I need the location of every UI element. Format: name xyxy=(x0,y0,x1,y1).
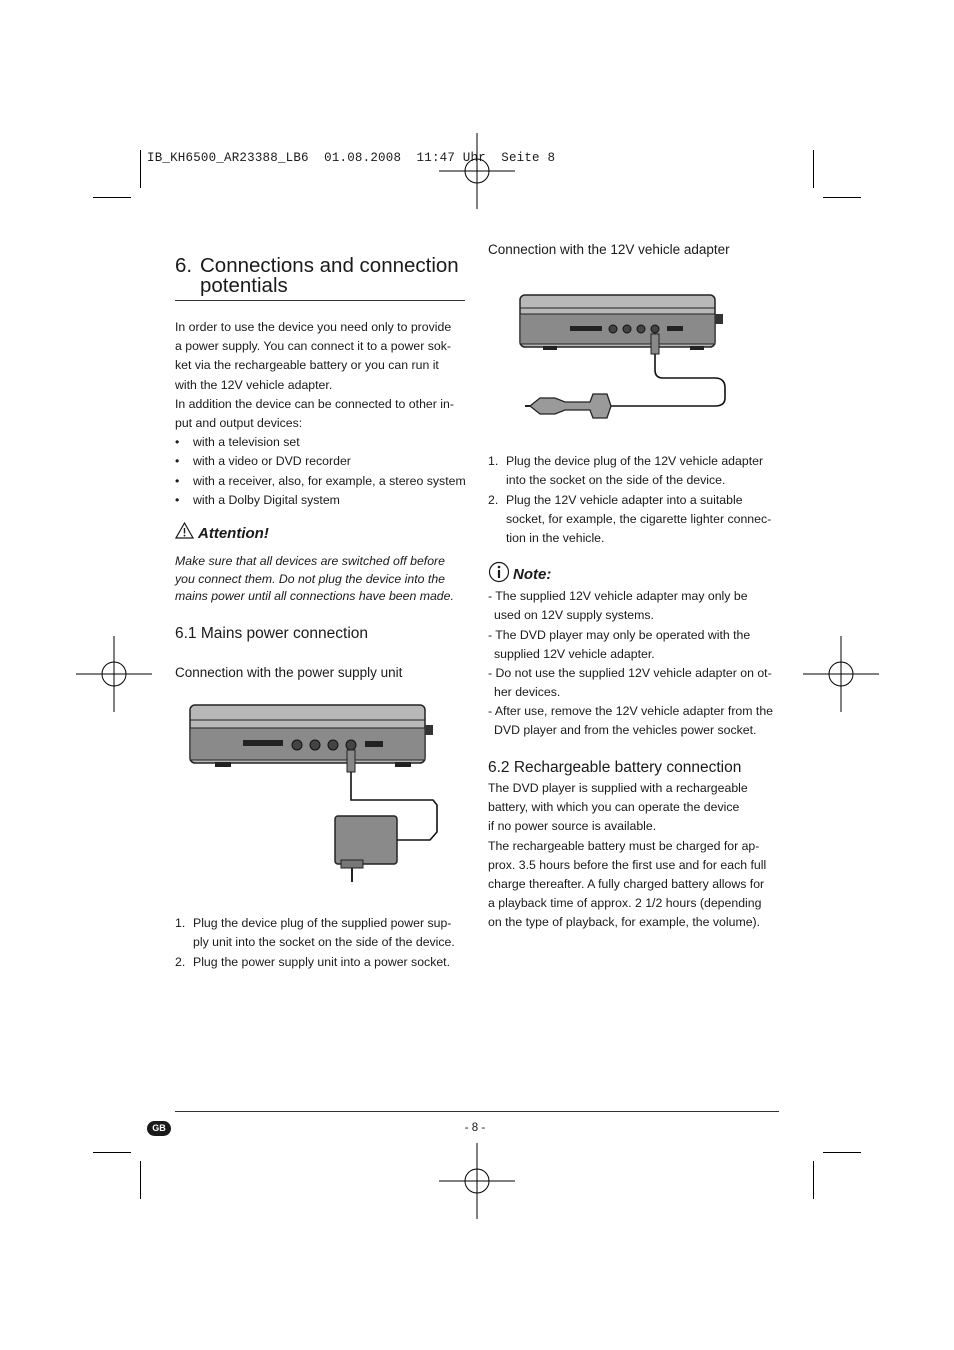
battery-paragraph xyxy=(488,779,783,933)
bullet-item: • with a video or DVD recorder xyxy=(175,454,351,468)
step-line: Plug the power supply unit into a power socket. xyxy=(193,955,451,969)
attention-line: Make sure that all devices are switched off before xyxy=(175,554,445,568)
battery-line: The rechargeable battery must be charged for ap- xyxy=(488,838,760,853)
battery-heading: 6.2 Rechargeable battery connection xyxy=(488,759,742,776)
note-line: used on 12V supply systems. xyxy=(494,608,654,623)
intro-line: ket via the rechargeable battery or you can run it xyxy=(175,358,439,373)
step-line: Plug the 12V vehicle adapter into a suitable xyxy=(506,493,743,507)
warning-icon xyxy=(175,522,194,539)
page-number: - 8 - xyxy=(464,1122,486,1134)
attention-heading xyxy=(175,522,269,542)
bullet-text: with a video or DVD recorder xyxy=(193,454,351,468)
vehicle-step xyxy=(488,452,783,490)
battery-line: a playback time of approx. 2 1/2 hours (depending xyxy=(488,896,762,911)
title-rule xyxy=(175,300,465,301)
vehicle-step xyxy=(488,491,783,549)
attention-label: Attention! xyxy=(198,525,269,542)
step-line: socket, for example, the cigarette lighter connec- xyxy=(506,512,772,527)
step-line: ply unit into the socket on the side of the device. xyxy=(193,935,455,950)
attention-line: mains power until all connections have been made. xyxy=(175,589,454,603)
bullet-item: • with a receiver, also, for example, a stereo system xyxy=(175,474,466,488)
intro-paragraph xyxy=(175,318,470,433)
step-line: Plug the device plug of the 12V vehicle adapter xyxy=(506,454,764,468)
crop-mark xyxy=(93,197,131,198)
intro-line: put and output devices: xyxy=(175,416,303,431)
footer-rule xyxy=(175,1111,779,1112)
vehicle-adapter-figure xyxy=(515,290,735,425)
note-item xyxy=(488,702,783,740)
note-heading xyxy=(488,561,551,583)
note-item xyxy=(488,626,783,664)
section-title-line2: potentials xyxy=(200,274,288,297)
intro-line: In addition the device can be connected to other in- xyxy=(175,396,454,411)
bullet-text: with a television set xyxy=(193,435,300,449)
battery-line: charge thereafter. A fully charged battery allows for xyxy=(488,877,765,892)
section-number: 6. xyxy=(175,254,193,277)
battery-line: if no power source is available. xyxy=(488,819,657,834)
note-line: - The supplied 12V vehicle adapter may only be xyxy=(488,589,748,603)
crop-mark xyxy=(140,150,141,188)
step-number: 1. xyxy=(488,454,499,468)
note-line: her devices. xyxy=(494,685,561,700)
mains-step xyxy=(175,914,470,952)
note-line: DVD player and from the vehicles power socket. xyxy=(494,723,757,738)
vehicle-subheading: Connection with the 12V vehicle adapter xyxy=(488,242,730,257)
crop-mark xyxy=(823,197,861,198)
note-line: - The DVD player may only be operated with the xyxy=(488,628,751,642)
note-line: - Do not use the supplied 12V vehicle adapter on ot- xyxy=(488,666,772,680)
step-number: 2. xyxy=(175,955,186,969)
attention-text xyxy=(175,553,470,606)
intro-line: In order to use the device you need only to provide xyxy=(175,320,452,334)
battery-line: prox. 3.5 hours before the first use and for each full xyxy=(488,857,767,872)
mains-heading: 6.1 Mains power connection xyxy=(175,625,369,642)
bullet-item: • with a television set xyxy=(175,435,300,449)
crop-mark xyxy=(813,1161,814,1199)
bullet-text: with a receiver, also, for example, a stereo system xyxy=(193,474,466,488)
intro-line: a power supply. You can connect it to a power sok- xyxy=(175,339,451,354)
section-title xyxy=(175,256,465,296)
country-badge: GB xyxy=(147,1121,171,1136)
bullet-text: with a Dolby Digital system xyxy=(193,493,340,507)
registration-mark xyxy=(76,636,152,712)
mains-step xyxy=(175,953,470,972)
print-slug: IB_KH6500_AR23388_LB6 01.08.2008 11:47 Uhr Seite 8 xyxy=(147,151,556,165)
crop-mark xyxy=(813,150,814,188)
battery-line: The DVD player is supplied with a rechargeable xyxy=(488,781,748,795)
step-line: tion in the vehicle. xyxy=(506,531,605,546)
attention-line: you connect them. Do not plug the device into the xyxy=(175,571,446,586)
info-icon xyxy=(488,561,510,583)
registration-mark xyxy=(439,1143,515,1219)
step-line: Plug the device plug of the supplied power sup- xyxy=(193,916,452,930)
registration-mark xyxy=(803,636,879,712)
note-item xyxy=(488,664,783,702)
registration-mark xyxy=(439,133,515,209)
step-number: 1. xyxy=(175,916,186,930)
step-line: into the socket on the side of the device. xyxy=(506,473,726,488)
crop-mark xyxy=(93,1152,131,1153)
crop-mark xyxy=(140,1161,141,1199)
note-line: supplied 12V vehicle adapter. xyxy=(494,647,655,662)
note-line: - After use, remove the 12V vehicle adapter from the xyxy=(488,704,774,718)
crop-mark xyxy=(823,1152,861,1153)
note-item xyxy=(488,587,783,625)
section-title-line1: Connections and connection xyxy=(200,254,459,277)
step-number: 2. xyxy=(488,493,499,507)
intro-line: with the 12V vehicle adapter. xyxy=(175,377,333,392)
battery-line: battery, with which you can operate the device xyxy=(488,800,740,815)
power-supply-figure xyxy=(185,700,445,885)
battery-line: on the type of playback, for example, the volume). xyxy=(488,915,761,930)
mains-subheading: Connection with the power supply unit xyxy=(175,665,403,680)
note-label: Note: xyxy=(513,566,552,583)
bullet-item: • with a Dolby Digital system xyxy=(175,493,340,507)
